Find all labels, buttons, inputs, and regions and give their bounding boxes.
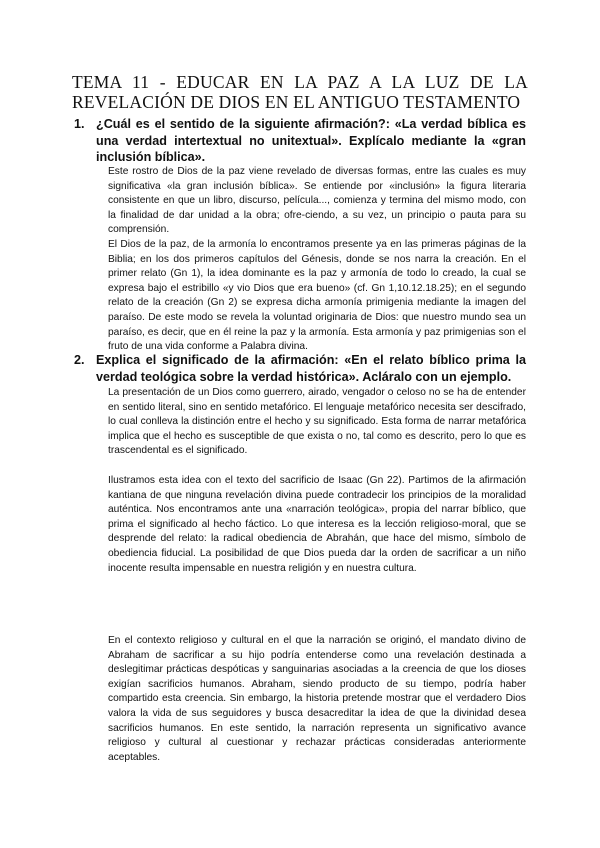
question-1-text: ¿Cuál es el sentido de la siguiente afirmación?: «La verdad bíblica es una verdad intertextual no unitextual». Explícalo mediante la «gran inclusión bíblica». xyxy=(96,117,526,164)
question-1 xyxy=(74,116,526,166)
section-2-paragraph-2: Ilustramos esta idea con el texto del sacrificio de Isaac (Gn 22). Partimos de la afirmación kantiana de que ninguna revelación divina puede contradecir los principios de la moralidad auténtica. Nos encontramos ante una «narración teológica», propia del narrar bíblico, que prima el significado al hecho fáctico. Lo que interesa es la lección religioso-moral, que se desprende del relato: la radical obediencia de Abrahán, que hace del mismo, símbolo de obediencia fiducial. La posibilidad de que Dios pueda dar la orden de sacrificar a un niño inocente resulta impensable en nuestra religión y en nuestra cultura. xyxy=(108,475,526,574)
question-2-text: Explica el significado de la afirmación: «En el relato bíblico prima la verdad teológica sobre la verdad histórica». Acláralo con un ejemplo. xyxy=(96,353,526,384)
question-1-number: 1. xyxy=(74,117,85,131)
document-title: TEMA 11 - EDUCAR EN LA PAZ A LA LUZ DE LA REVELACIÓN DE DIOS EN EL ANTIGUO TESTAMENTO xyxy=(72,72,528,112)
section-1-paragraph-1: Este rostro de Dios de la paz viene revelado de diversas formas, entre las cuales es muy significativa «la gran inclusión bíblica». Se entiende por «inclusión» la figura literaria consistente en que un libro, discurso, película..., comienza y termina del mismo modo, con la finalidad de dar unidad a la obra; ofre-ciendo, a su vez, un principio o pauta para su comprensión. xyxy=(108,166,526,236)
section-1-paragraph-2: El Dios de la paz, de la armonía lo encontramos presente ya en las primeras páginas de la Biblia; en los dos primeros capítulos del Génesis, donde se nos narra la creación. En el primer relato (Gn 1), la idea dominante es la paz y armonía de todo lo creado, la cual se expresa bajo el estribillo «y vio Dios que era bueno» (cf. Gn 1,10.12.18.25); en el segundo relato de la creación (Gn 2) se expresa dicha armonía primigenia mediante la imagen del paraíso. De este modo se revela la voluntad originaria de Dios: que nuestro mundo sea un paraíso, es decir, que en él reine la paz y la armonía. Esta armonía y paz primigenias son el fruto de una vida conforme a Palabra divina. xyxy=(108,239,526,353)
question-2 xyxy=(74,352,526,385)
section-2-paragraph-3: En el contexto religioso y cultural en el que la narración se originó, el mandato divino de Abraham de sacrificar a su hijo podría entenderse como una revelación destinada a deslegitimar prácticas despóticas y sanguinarias asociadas a la creencia de que los dioses exigían sacrificios humanos. Abraham, siendo producto de su tiempo, podría haber compartido esta creencia. Sin embargo, la historia pretende mostrar que el verdadero Dios valora la vida de sus seguidores y busca desacreditar la idea de que la divinidad desea sacrificios humanos. En este sentido, la narración representa un significativo avance religioso y cultural al cuestionar y rechazar prácticas consideradas anteriormente aceptables. xyxy=(108,635,526,763)
section-2-paragraph-1: La presentación de un Dios como guerrero, airado, vengador o celoso no se ha de entender en sentido literal, sino en sentido metafórico. El lenguaje metafórico necesita ser descifrado, lo cual conlleva la distinción entre el hecho y su significado. Esta forma de narrar metafórica implica que el hecho es susceptible de que exista o no, tal como es descrito, pero lo que es trascendental es el significado. xyxy=(108,387,526,457)
question-2-number: 2. xyxy=(74,353,85,367)
